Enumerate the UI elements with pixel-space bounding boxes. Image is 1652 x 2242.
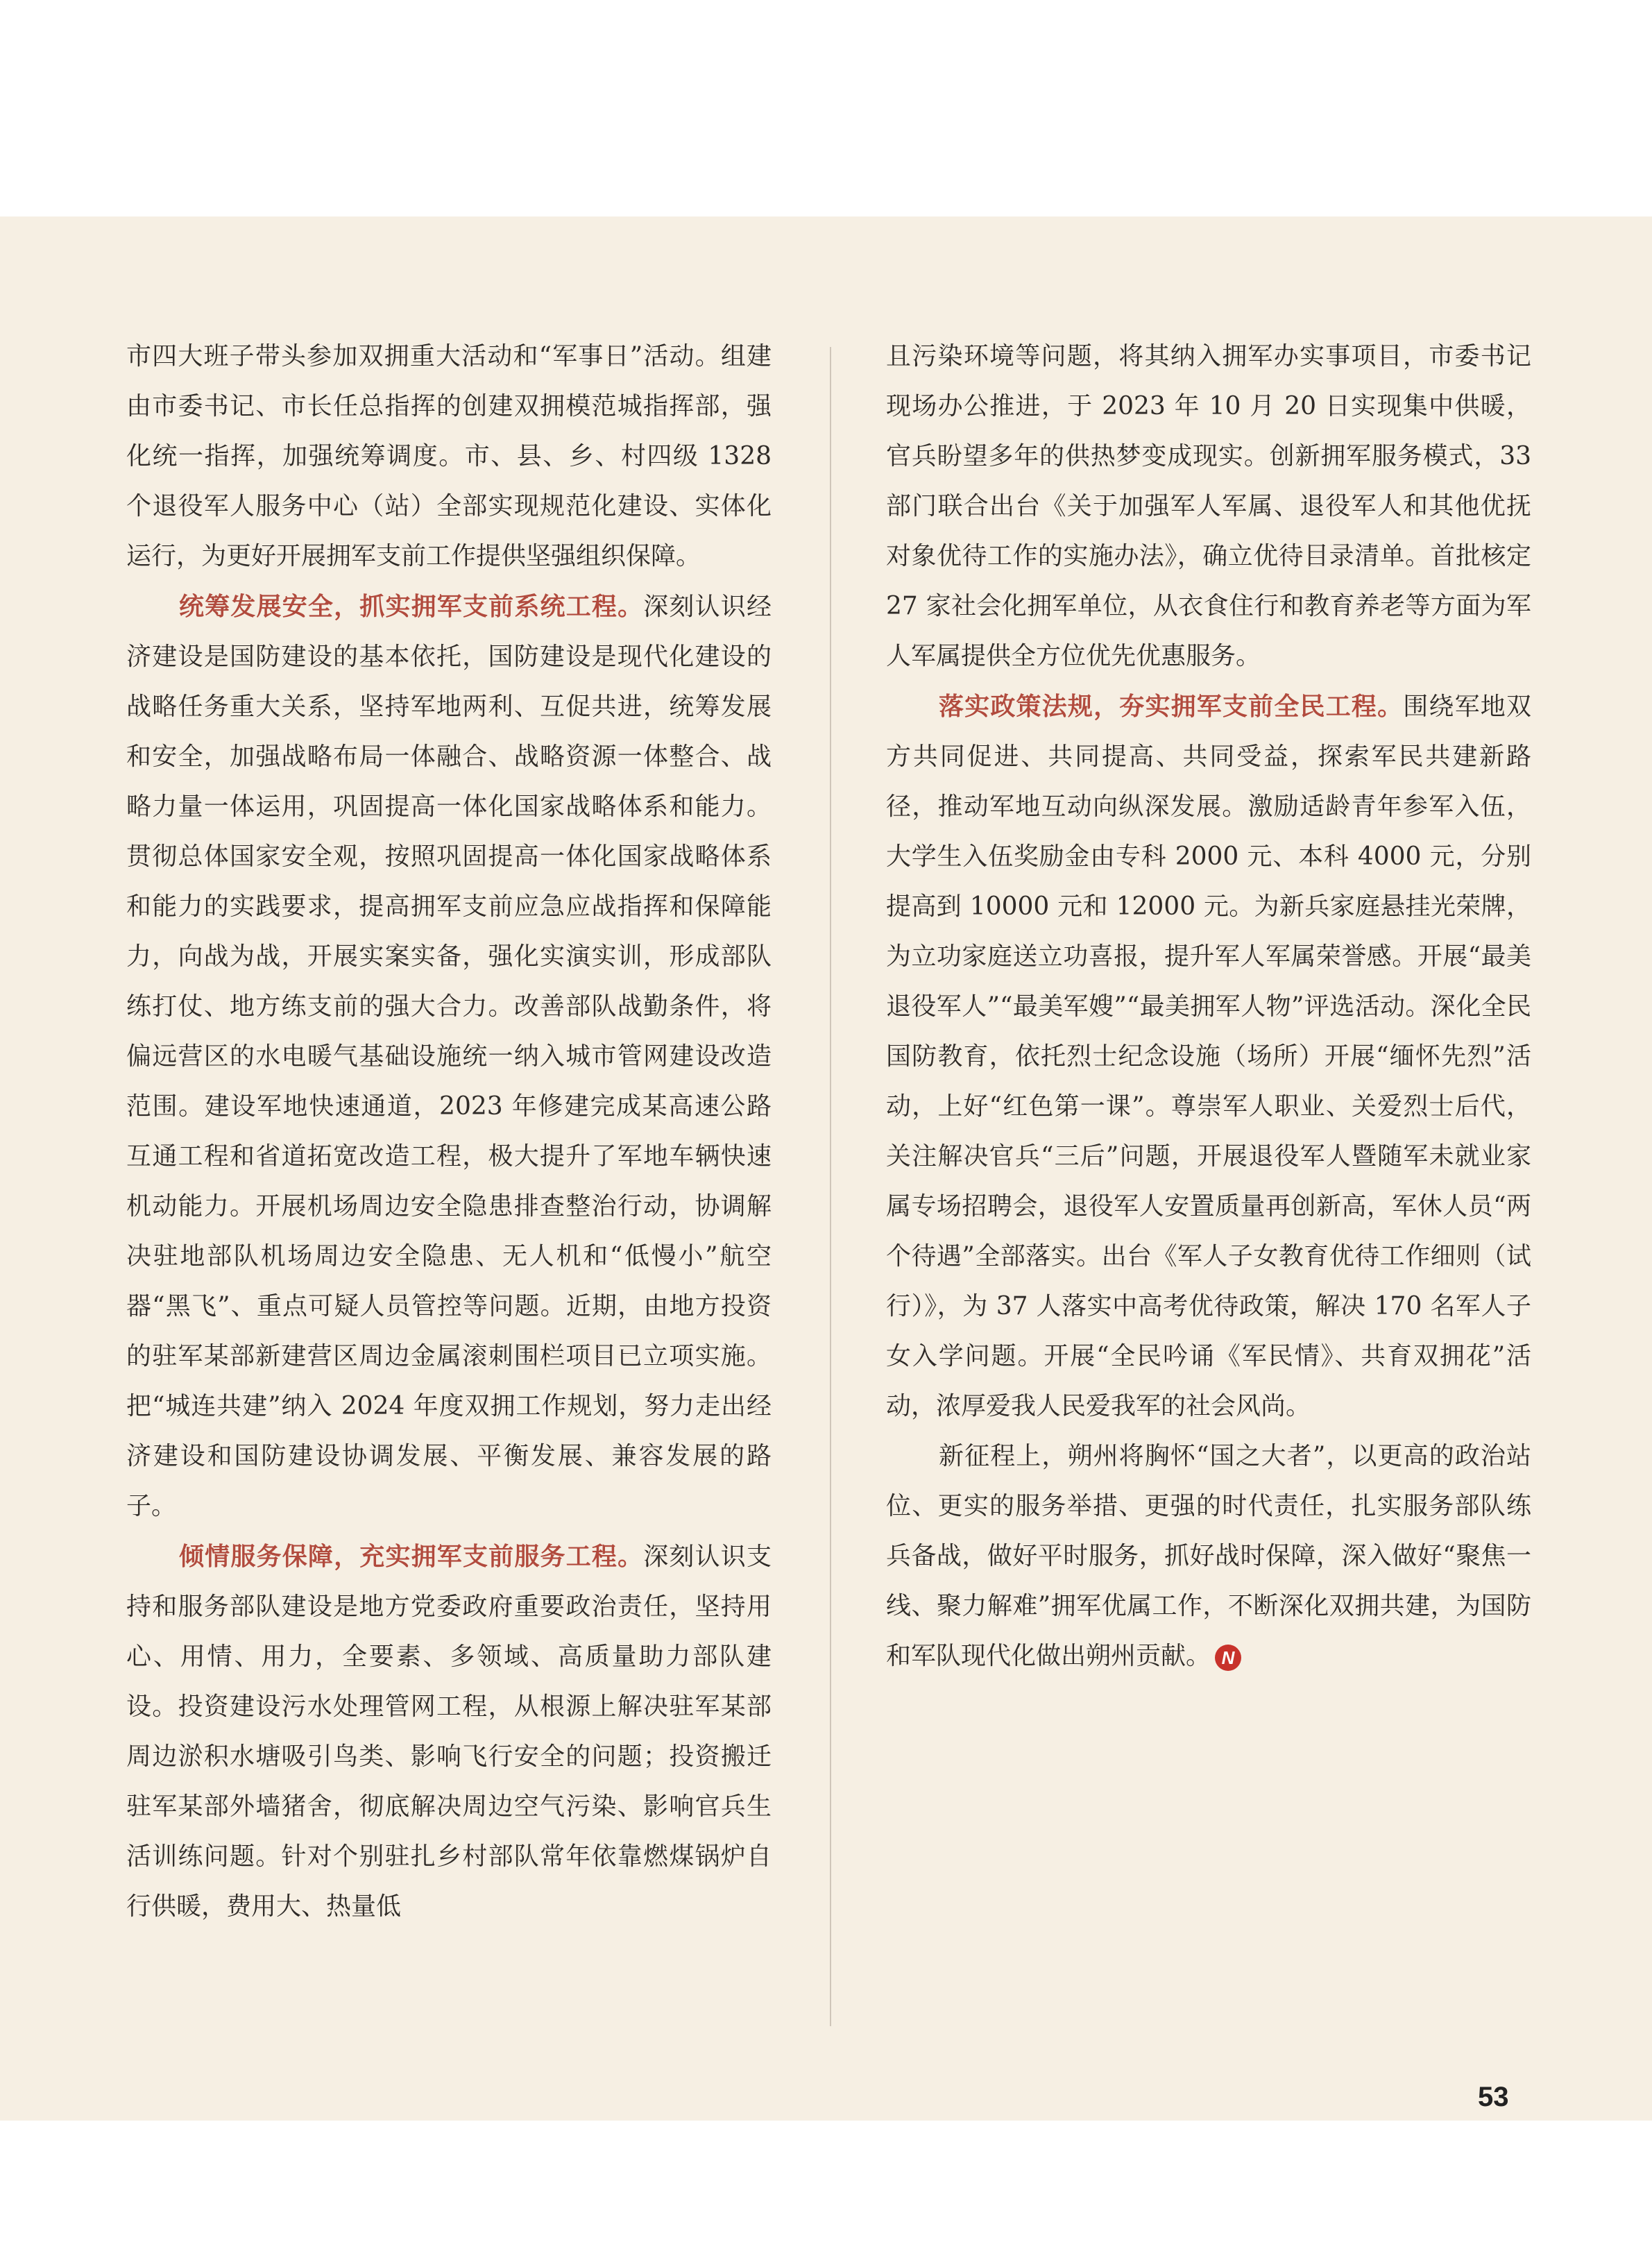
- section-heading: 统筹发展安全，抓实拥军支前系统工程。: [179, 592, 644, 621]
- section-heading: 落实政策法规，夯实拥军支前全民工程。: [939, 692, 1404, 721]
- right-column: [886, 332, 1531, 1681]
- paragraph: [126, 581, 772, 1531]
- column-divider: [830, 347, 831, 2026]
- left-column: [126, 332, 772, 1932]
- paragraph-body: 深刻认识支持和服务部队建设是地方党委政府重要政治责任，坚持用心、用情、用力，全要素、多领域、高质量助力部队建设。投资建设污水处理管网工程，从根源上解决驻军某部周边淤积水塘吸引鸟类、影响飞行安全的问题；投资搬迁驻军某部外墙猪舍，彻底解决周边空气污染、影响官兵生活训练问题。针对个别驻扎乡村部队常年依靠燃煤锅炉自行供暖，费用大、热量低: [126, 1543, 772, 1921]
- paragraph: [886, 681, 1531, 1432]
- paragraph: 且污染环境等问题，将其纳入拥军办实事项目，市委书记现场办公推进，于 2023 年 10 月 20 日实现集中供暖，官兵盼望多年的供热梦变成现实。创新拥军服务模式，33 部门联合出台《关于加强军人军属、退役军人和其他优抚对象优待工作的实施办法》，确立优待目录清单。首批核定 27 家社会化拥军单位，从衣食住行和教育养老等方面为军人军属提供全方位优先优惠服务。: [886, 342, 1531, 670]
- paragraph: [886, 1432, 1531, 1681]
- paragraph: 市四大班子带头参加双拥重大活动和“军事日”活动。组建由市委书记、市长任总指挥的创建双拥模范城指挥部，强化统一指挥，加强统筹调度。市、县、乡、村四级 1328 个退役军人服务中心（站）全部实现规范化建设、实体化运行，为更好开展拥军支前工作提供坚强组织保障。: [126, 342, 772, 570]
- paragraph-body: 围绕军地双方共同促进、共同提高、共同受益，探索军民共建新路径，推动军地互动向纵深发展。激励适龄青年参军入伍，大学生入伍奖励金由专科 2000 元、本科 4000 元，分别提高到 10000 元和 12000 元。为新兵家庭悬挂光荣牌，为立功家庭送立功喜报，提升军人军属荣誉感。开展“最美退役军人”“最美军嫂”“最美拥军人物”评选活动。深化全民国防教育，依托烈士纪念设施（场所）开展“缅怀先烈”活动，上好“红色第一课”。尊崇军人职业、关爱烈士后代，关注解决官兵“三后”问题，开展退役军人暨随军未就业家属专场招聘会，退役军人安置质量再创新高，军休人员“两个待遇”全部落实。出台《军人子女教育优待工作细则（试行）》，为 37 人落实中高考优待政策，解决 170 名军人子女入学问题。开展“全民吟诵《军民情》、共育双拥花”活动，浓厚爱我人民爱我军的社会风尚。: [886, 693, 1531, 1420]
- page-number: 53: [1478, 2082, 1509, 2112]
- paragraph-body: 新征程上，朔州将胸怀“国之大者”，以更高的政治站位、更实的服务举措、更强的时代责任，扎实服务部队练兵备战，做好平时服务，抓好战时保障，深入做好“聚焦一线、聚力解难”拥军优属工作，不断深化双拥共建，为国防和军队现代化做出朔州贡献。: [886, 1442, 1531, 1670]
- end-mark-icon: N: [1215, 1645, 1241, 1671]
- paragraph: [126, 1531, 772, 1932]
- paragraph-body: 深刻认识经济建设是国防建设的基本依托，国防建设是现代化建设的战略任务重大关系，坚持军地两利、互促共进，统筹发展和安全，加强战略布局一体融合、战略资源一体整合、战略力量一体运用，巩固提高一体化国家战略体系和能力。贯彻总体国家安全观，按照巩固提高一体化国家战略体系和能力的实践要求，提高拥军支前应急应战指挥和保障能力，向战为战，开展实案实备，强化实演实训，形成部队练打仗、地方练支前的强大合力。改善部队战勤条件，将偏远营区的水电暖气基础设施统一纳入城市管网建设改造范围。建设军地快速通道，2023 年修建完成某高速公路互通工程和省道拓宽改造工程，极大提升了军地车辆快速机动能力。开展机场周边安全隐患排查整治行动，协调解决驻地部队机场周边安全隐患、无人机和“低慢小”航空器“黑飞”、重点可疑人员管控等问题。近期，由地方投资的驻军某部新建营区周边金属滚刺围栏项目已立项实施。把“城连共建”纳入 2024 年度双拥工作规划，努力走出经济建设和国防建设协调发展、平衡发展、兼容发展的路子。: [126, 593, 772, 1520]
- section-heading: 倾情服务保障，充实拥军支前服务工程。: [179, 1542, 644, 1571]
